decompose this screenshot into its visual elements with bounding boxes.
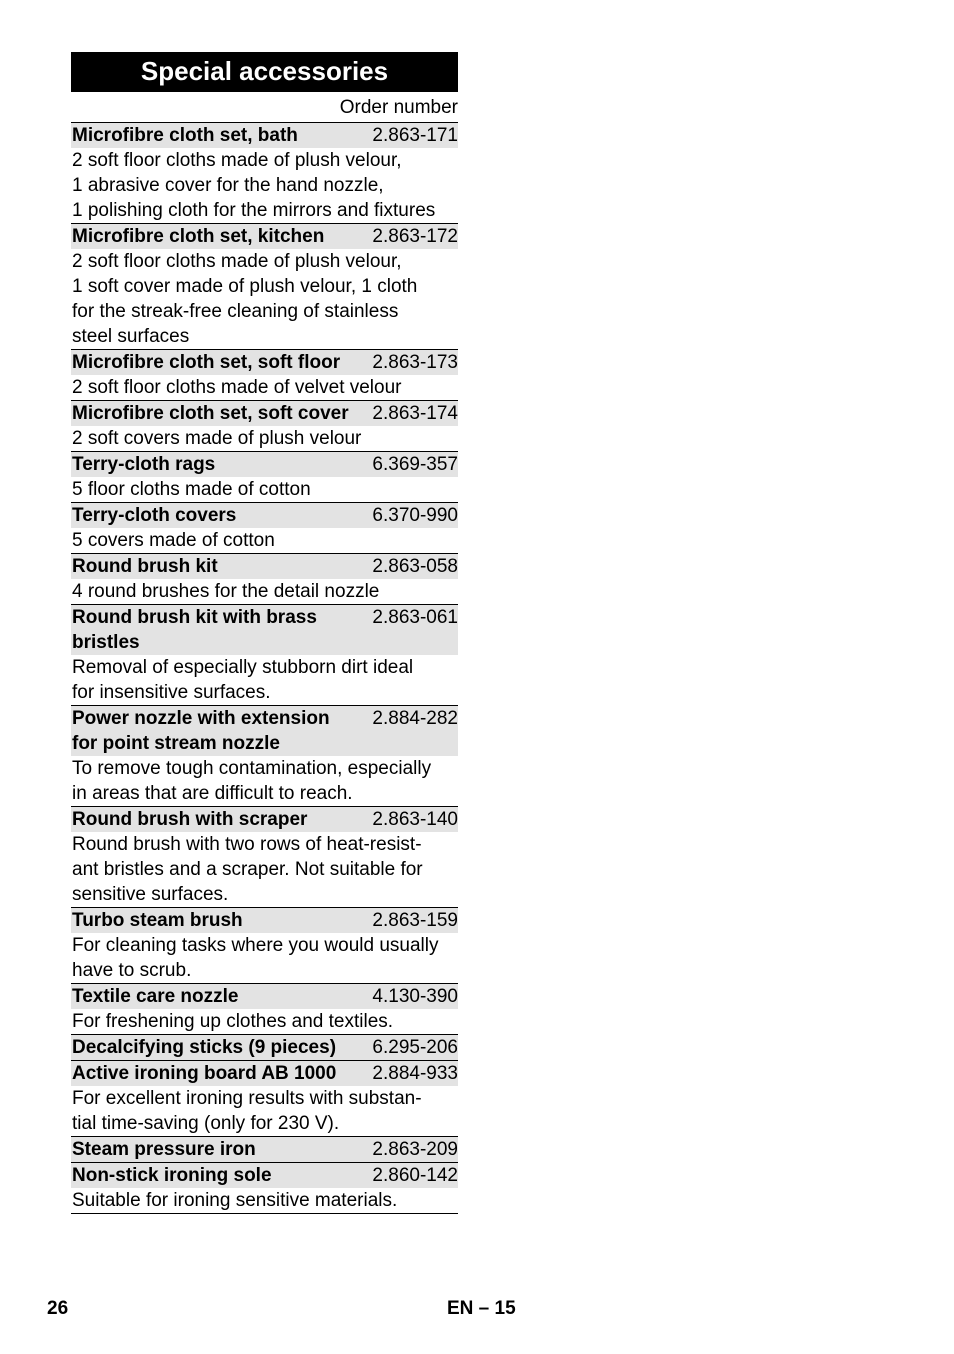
accessory-description — [71, 477, 458, 502]
accessory-name — [71, 1137, 368, 1162]
section-title: Special accessories — [71, 52, 458, 92]
description-line: 4 round brushes for the detail nozzle — [72, 581, 380, 602]
description-line: Removal of especially stubborn dirt ideal — [72, 657, 414, 678]
description-line: 2 soft floor cloths made of plush velour, — [72, 251, 402, 272]
accessory-name-line: Decalcifying sticks (9 pieces) — [72, 1037, 337, 1058]
accessory-heading — [71, 984, 458, 1009]
order-number: 2.863-173 — [372, 352, 458, 373]
order-number: 2.884-933 — [372, 1063, 458, 1084]
accessory-item — [71, 1034, 458, 1060]
accessory-name-line: Microfibre cloth set, soft floor — [72, 352, 341, 373]
description-line: ant bristles and a scraper. Not suitable for — [72, 859, 423, 880]
accessory-item — [71, 502, 458, 553]
accessory-item — [71, 983, 458, 1034]
accessory-name — [71, 706, 368, 756]
accessory-name — [71, 908, 368, 933]
list-bottom-rule — [71, 1213, 458, 1214]
description-line: 1 soft cover made of plush velour, 1 cloth — [72, 276, 418, 297]
accessory-heading — [71, 350, 458, 375]
order-number: 4.130-390 — [372, 986, 458, 1007]
description-line: 1 polishing cloth for the mirrors and fixtures — [72, 200, 436, 221]
order-number: 2.863-140 — [372, 809, 458, 830]
description-line: 2 soft floor cloths made of plush velour, — [72, 150, 402, 171]
accessory-name — [71, 984, 368, 1009]
accessory-item — [71, 553, 458, 604]
accessory-heading — [71, 706, 458, 756]
accessories-list — [71, 122, 458, 1213]
accessory-item — [71, 400, 458, 451]
accessory-name — [71, 350, 368, 375]
description-line: Round brush with two rows of heat-resist- — [72, 834, 422, 855]
accessory-heading — [71, 123, 458, 148]
accessories-column — [71, 52, 458, 1214]
order-number: 6.295-206 — [372, 1037, 458, 1058]
description-line: have to scrub. — [72, 960, 192, 981]
accessory-name-line: Active ironing board AB 1000 — [72, 1063, 337, 1084]
description-line: sensitive surfaces. — [72, 884, 229, 905]
description-line: 5 floor cloths made of cotton — [72, 479, 311, 500]
accessory-name-line: Turbo steam brush — [72, 910, 243, 931]
accessory-description — [71, 148, 458, 223]
order-number-header: Order number — [339, 97, 458, 118]
accessory-name — [71, 807, 368, 832]
accessory-description — [71, 1086, 458, 1136]
accessory-description — [71, 1188, 458, 1213]
accessory-name — [71, 605, 368, 655]
page-number: 26 — [47, 1298, 69, 1319]
description-line: Suitable for ironing sensitive materials. — [72, 1190, 398, 1211]
accessory-item — [71, 122, 458, 223]
accessory-name — [71, 224, 368, 249]
accessory-item — [71, 451, 458, 502]
accessory-name-line: for point stream nozzle — [72, 733, 280, 754]
description-line: For excellent ironing results with substan- — [72, 1088, 422, 1109]
accessory-name — [71, 554, 368, 579]
accessory-item — [71, 806, 458, 907]
accessory-name — [71, 1035, 368, 1060]
accessory-heading — [71, 1061, 458, 1086]
order-number: 2.863-174 — [372, 403, 458, 424]
description-line: for insensitive surfaces. — [72, 682, 271, 703]
accessory-name-line: Round brush kit with brass — [72, 607, 317, 628]
accessory-description — [71, 933, 458, 983]
accessory-heading — [71, 1035, 458, 1060]
accessory-name-line: bristles — [72, 632, 140, 653]
order-number: 2.884-282 — [372, 708, 458, 729]
accessory-description — [71, 1009, 458, 1034]
description-line: 5 covers made of cotton — [72, 530, 275, 551]
accessory-heading — [71, 554, 458, 579]
accessory-description — [71, 756, 458, 806]
accessory-item — [71, 349, 458, 400]
order-number: 2.863-172 — [372, 226, 458, 247]
accessory-name — [71, 503, 368, 528]
accessory-name-line: Textile care nozzle — [72, 986, 239, 1007]
accessory-heading — [71, 1137, 458, 1162]
accessory-name — [71, 452, 368, 477]
accessory-name-line: Microfibre cloth set, bath — [72, 125, 298, 146]
accessory-name-line: Round brush kit — [72, 556, 218, 577]
accessory-name-line: Round brush with scraper — [72, 809, 308, 830]
accessory-description — [71, 579, 458, 604]
accessory-description — [71, 426, 458, 451]
accessory-heading — [71, 224, 458, 249]
description-line: For freshening up clothes and textiles. — [72, 1011, 394, 1032]
accessory-name-line: Microfibre cloth set, kitchen — [72, 226, 325, 247]
description-line: For cleaning tasks where you would usually — [72, 935, 439, 956]
description-line: 2 soft covers made of plush velour — [72, 428, 362, 449]
accessory-item — [71, 1162, 458, 1213]
order-number: 2.860-142 — [372, 1165, 458, 1186]
accessory-name — [71, 1061, 368, 1086]
accessory-name-line: Terry-cloth rags — [72, 454, 216, 475]
order-number: 2.863-209 — [372, 1139, 458, 1160]
accessory-description — [71, 249, 458, 349]
accessory-heading — [71, 807, 458, 832]
section-page-label: EN – 15 — [447, 1298, 516, 1319]
description-line: for the streak-free cleaning of stainless — [72, 301, 399, 322]
accessory-item — [71, 907, 458, 983]
accessory-heading — [71, 605, 458, 655]
accessory-heading — [71, 452, 458, 477]
description-line: tial time-saving (only for 230 V). — [72, 1113, 340, 1134]
accessory-name-line: Microfibre cloth set, soft cover — [72, 403, 349, 424]
description-line: in areas that are difficult to reach. — [72, 783, 353, 804]
accessory-description — [71, 832, 458, 907]
order-number: 2.863-061 — [372, 607, 458, 628]
accessory-name-line: Non-stick ironing sole — [72, 1165, 272, 1186]
accessory-heading — [71, 503, 458, 528]
accessory-name — [71, 1163, 368, 1188]
accessory-heading — [71, 908, 458, 933]
accessory-name — [71, 123, 368, 148]
accessory-name-line: Power nozzle with extension — [72, 708, 330, 729]
accessory-name — [71, 401, 368, 426]
accessory-name-line: Steam pressure iron — [72, 1139, 256, 1160]
order-number: 6.370-990 — [372, 505, 458, 526]
accessory-item — [71, 1136, 458, 1162]
order-number: 6.369-357 — [372, 454, 458, 475]
accessory-description — [71, 375, 458, 400]
order-number: 2.863-058 — [372, 556, 458, 577]
accessory-item — [71, 1060, 458, 1136]
accessory-description — [71, 528, 458, 553]
accessory-description — [71, 655, 458, 705]
description-line: 1 abrasive cover for the hand nozzle, — [72, 175, 384, 196]
accessory-item — [71, 705, 458, 806]
description-line: To remove tough contamination, especially — [72, 758, 432, 779]
description-line: 2 soft floor cloths made of velvet velour — [72, 377, 402, 398]
accessory-name-line: Terry-cloth covers — [72, 505, 237, 526]
order-number: 2.863-171 — [372, 125, 458, 146]
accessory-item — [71, 604, 458, 705]
accessory-heading — [71, 401, 458, 426]
order-number: 2.863-159 — [372, 910, 458, 931]
description-line: steel surfaces — [72, 326, 190, 347]
accessory-item — [71, 223, 458, 349]
accessory-heading — [71, 1163, 458, 1188]
